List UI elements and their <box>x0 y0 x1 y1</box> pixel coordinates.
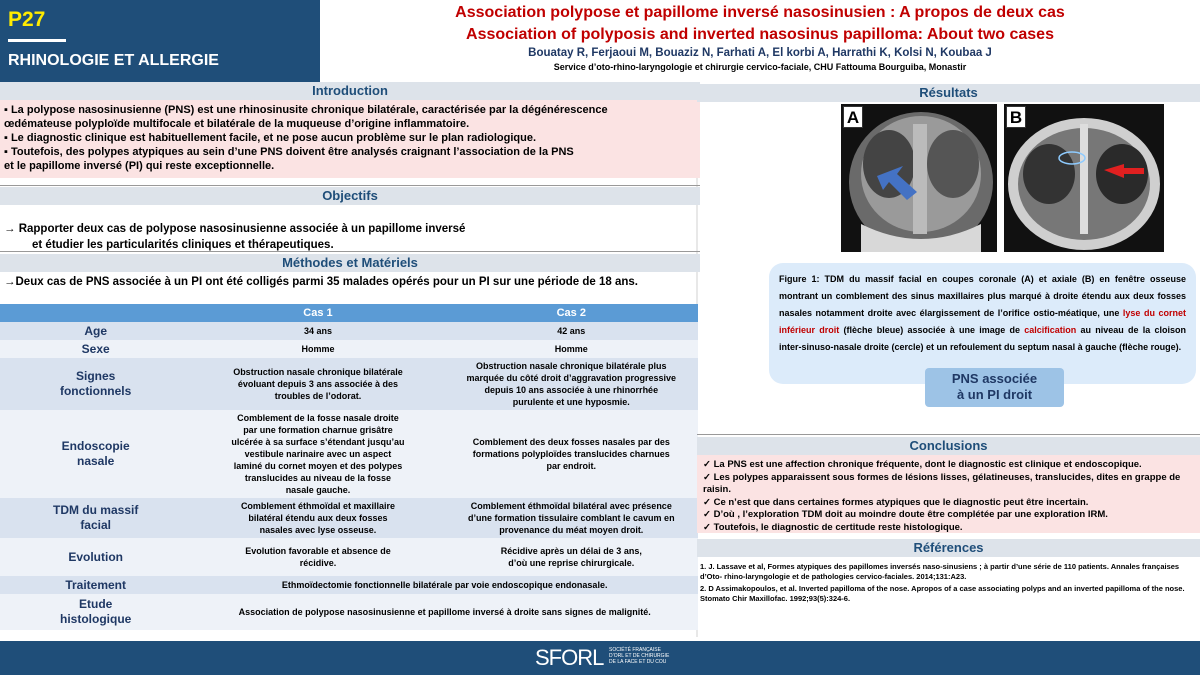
caption-text: Figure 1: TDM du massif facial en coupes coronale (A) et axiale (B) en fenêtre osseuse montrant un comblement des sinus maxillaires plus marqué à droite étendu aux deux fosses nasales notamment droite avec élargissement de l’orifice ostio-méatique, une <box>779 274 1186 318</box>
row-label: Etude histologique <box>60 597 132 626</box>
reference-item: 2. D Assimakopoulos, et al. Inverted papilloma of the nose. Apropos of a case associating polyps and an inverted papilloma of the nose. Stomato Chir Maxillofac. 1992;93(5):324-6. <box>700 584 1185 603</box>
cell-cas1: Evolution favorable et absence de récidive. <box>245 546 391 568</box>
cell-cas2: Obstruction nasale chronique bilatérale plus marquée du côté droit d’aggravation progressive depuis 10 ans associée à une rhinorrhée purulente et une hyposmie. <box>466 361 677 407</box>
intro-line: ▪ Toutefois, des polypes atypiques au sein d’une PNS doivent être analysés craignant l’association de la PNS <box>4 146 574 158</box>
intro-line: œdémateuse polyploïde multifocale et bilatérale de la muqueuse d’origine inflammatoire. <box>4 118 470 130</box>
cell-cas2: Récidive après un délai de 3 ans, d’où une reprise chirurgicale. <box>500 546 642 568</box>
poster-number: P27 <box>8 8 46 31</box>
intro-line: ▪ La polypose nasosinusienne (PNS) est une rhinosinusite chronique bilatérale, caractérisée par la dégénérescence <box>4 104 608 116</box>
table-row <box>0 498 698 538</box>
table-row <box>0 576 698 594</box>
caption-text: au niveau de la cloison inter-sinuso-nasale droite (cercle) et un refoulement du septum nasal à gauche (flèche rouge). <box>779 325 1186 352</box>
table-header-empty <box>0 304 191 322</box>
references-list <box>700 562 1198 604</box>
section-objectifs-title: Objectifs <box>0 187 700 205</box>
cell-cas2: Comblement éthmoïdal bilatéral avec présence d’une formation tissulaire comblant le cavum en provenance du méat moyen droit. <box>468 501 675 535</box>
table-header-cas1: Cas 1 <box>191 304 444 322</box>
title-en: Association of polyposis and inverted nasosinus papilloma: About two cases <box>466 26 1054 43</box>
image-label-b: B <box>1006 106 1026 128</box>
section-resultats-title: Résultats <box>697 84 1200 102</box>
table-row <box>0 322 698 340</box>
cases-table <box>0 304 698 630</box>
table-row <box>0 340 698 358</box>
ct-image-axial <box>1004 104 1164 252</box>
conclusion-item: ✓ La PNS est une affection chronique fréquente, dont le diagnostic est clinique et endoscopique. <box>703 459 1142 470</box>
cell-cas1: Obstruction nasale chronique bilatérale évoluant depuis 3 ans associée à des troubles de l’odorat. <box>233 367 403 401</box>
table-row <box>0 410 698 498</box>
ct-axial-drawing <box>1004 104 1164 252</box>
logo-subtitle <box>609 647 669 665</box>
objectifs-text <box>4 221 465 253</box>
cell-cas1: Homme <box>301 344 335 354</box>
cell-cas1: 34 ans <box>303 326 332 336</box>
logo-line: DE LA FACE ET DU COU <box>609 659 667 665</box>
reference-item: 1. J. Lassave et al, Formes atypiques des papillomes inversés naso-sinusiens ; à partir d’une série de 110 patients. Annales françaises d’Oto- rhino-laryngologie et de pathologies cervico-faciales. 2014;131:A23. <box>700 562 1180 581</box>
topic-label: RHINOLOGIE ET ALLERGIE <box>8 52 219 69</box>
methodes-text: →Deux cas de PNS associée à un PI ont été colligés parmi 35 malades opérés pour un PI sur une période de 18 ans. <box>4 276 638 288</box>
caption-highlight: lyse du cornet inférieur droit <box>779 308 1186 335</box>
separator <box>0 251 700 252</box>
row-label: Sexe <box>81 341 110 356</box>
section-conclusions-title: Conclusions <box>697 437 1200 455</box>
cell-cas1: Comblement de la fosse nasale droite par une formation charnue grisâtre ulcérée à sa surface s’étendant jusqu’au vestibule narinaire avec un aspect laminé du cornet moyen et des polypes translucides au niveau de la fosse nasale gauche. <box>231 413 405 495</box>
cell-cas1: Comblement éthmoïdal et maxillaire bilatéral étendu aux deux fosses nasales avec lyse osseuse. <box>240 501 395 535</box>
table-row <box>0 594 698 630</box>
objectif-line: et étudier les particularités cliniques et thérapeutiques. <box>32 239 334 251</box>
caption-text: (flèche bleue) associée à une image de <box>839 325 1025 335</box>
title-fr: Association polypose et papillome inversé nasosinusien : A propos de deux cas <box>455 4 1065 21</box>
authors: Bouatay R, Ferjaoui M, Bouaziz N, Farhati A, El korbi A, Harrathi K, Kolsi N, Koubaa J <box>528 47 992 59</box>
cell-merged: Association de polypose nasosinusienne et papillome inversé à droite sans signes de malignité. <box>238 607 651 617</box>
logo-line: D’ORL ET DE CHIRURGIE <box>609 653 670 659</box>
ct-image-coronal <box>841 104 997 252</box>
cell-cas2: Comblement des deux fosses nasales par des formations polyploïdes translucides charnues par endroit. <box>472 437 670 471</box>
logo-line: SOCIÉTÉ FRANÇAISE <box>609 647 661 653</box>
intro-line: et le papillome inversé (PI) qui reste exceptionnelle. <box>4 160 275 172</box>
pns-badge <box>925 368 1064 407</box>
separator <box>697 434 1200 435</box>
header-underline <box>8 39 66 42</box>
cell-merged: Ethmoïdectomie fonctionnelle bilatérale par voie endoscopique endonasale. <box>281 580 608 590</box>
intro-line: ▪ Le diagnostic clinique est habituellement facile, et ne pose aucun problème sur le plan radiologique. <box>4 132 537 144</box>
row-label: TDM du massif facial <box>52 503 139 532</box>
row-label: Traitement <box>65 577 126 592</box>
separator <box>0 185 700 186</box>
objectif-line: → Rapporter deux cas de polypose nasosinusienne associée à un papillome inversé <box>4 223 466 235</box>
row-label: Endoscopie nasale <box>61 439 130 468</box>
figure-caption <box>769 263 1196 384</box>
conclusion-item: ✓ Ce n’est que dans certaines formes atypiques que le diagnostic peut être incertain. <box>703 496 1089 508</box>
pns-line: à un PI droit <box>956 387 1033 402</box>
cell-cas2: Homme <box>554 344 588 354</box>
conclusion-item: ✓ Toutefois, le diagnostic de certitude reste histologique. <box>703 521 963 533</box>
image-label-a: A <box>843 106 863 128</box>
section-introduction-title: Introduction <box>0 82 700 100</box>
conclusions-box <box>697 455 1200 533</box>
pns-line: PNS associée <box>951 371 1038 386</box>
ct-coronal-drawing <box>841 104 997 252</box>
row-label: Age <box>84 323 107 338</box>
conclusion-item: ✓ D’où , l’exploration TDM doit au moindre doute être complétée par une exploration IRM. <box>703 509 1108 520</box>
introduction-box <box>0 100 700 178</box>
conclusion-item: ✓ Les polypes apparaissent sous formes de lésions lisses, gélatineuses, translucides, dites en grappe de raisin. <box>703 471 1181 495</box>
row-label: Signes fonctionnels <box>59 369 132 398</box>
table-row <box>0 538 698 576</box>
sforl-logo: SFORL <box>535 645 604 670</box>
row-label: Evolution <box>68 549 123 564</box>
cell-cas2: 42 ans <box>557 326 586 336</box>
affiliation: Service d’oto-rhino-laryngologie et chirurgie cervico-faciale, CHU Fattouma Bourguiba, Monastir <box>553 62 967 72</box>
section-methodes-title: Méthodes et Matériels <box>0 254 700 272</box>
table-header-cas2: Cas 2 <box>445 304 698 322</box>
section-references-title: Références <box>697 539 1200 557</box>
table-row <box>0 358 698 410</box>
caption-highlight: calcification <box>1024 325 1077 335</box>
